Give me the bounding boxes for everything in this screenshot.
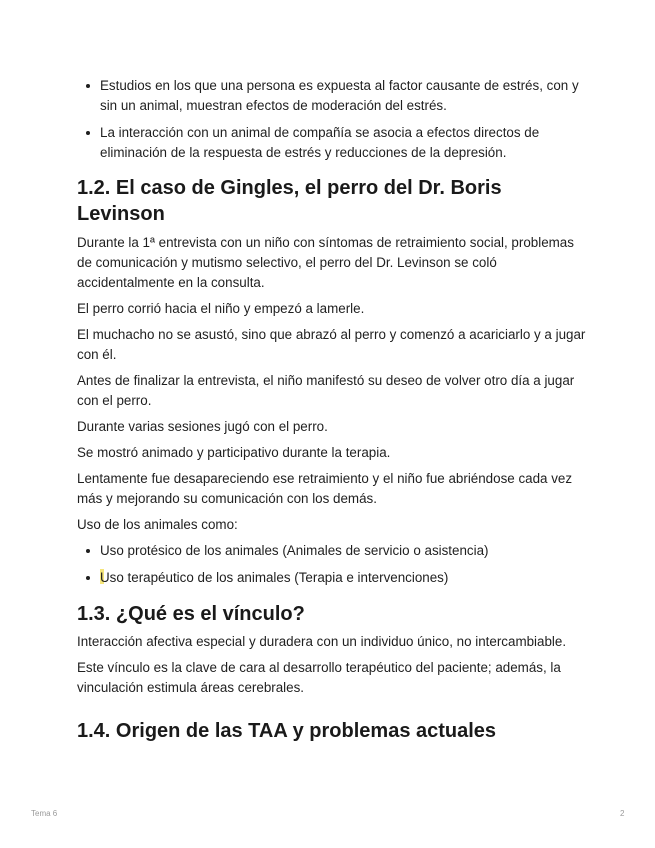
animal-uses-list bbox=[77, 541, 587, 588]
paragraph: Lentamente fue desapareciendo ese retraimiento y el niño fue abriéndose cada vez más y mejorando su comunicación con los demás. bbox=[77, 471, 573, 506]
paragraph: Antes de finalizar la entrevista, el niño manifestó su deseo de volver otro día a jugar con el perro. bbox=[77, 373, 575, 408]
paragraph: Durante la 1ª entrevista con un niño con síntomas de retraimiento social, problemas de comunicación y mutismo selectivo, el perro del Dr. Levinson se coló accidentalmente en la consulta. bbox=[77, 235, 574, 290]
footer-topic-label: Tema 6 bbox=[31, 809, 58, 818]
page-number: 2 bbox=[620, 809, 625, 818]
section-heading-1-2: 1.2. El caso de Gingles, el perro del Dr. Boris Levinson bbox=[77, 177, 502, 225]
stress-findings-list bbox=[77, 76, 587, 163]
paragraph: Durante varias sesiones jugó con el perro. bbox=[77, 419, 328, 434]
document-body bbox=[77, 76, 587, 744]
section-heading-1-4: 1.4. Origen de las TAA y problemas actuales bbox=[77, 720, 497, 742]
paragraph: Uso de los animales como: bbox=[77, 517, 238, 532]
paragraph: El muchacho no se asustó, sino que abrazó al perro y comenzó a acariciarlo y a jugar con él. bbox=[77, 327, 586, 362]
paragraph: Este vínculo es la clave de cara al desarrollo terapéutico del paciente; además, la vinculación estimula áreas cerebrales. bbox=[77, 660, 561, 695]
list-item bbox=[100, 568, 587, 588]
list-item: Uso protésico de los animales (Animales de servicio o asistencia) bbox=[100, 541, 587, 561]
paragraph: El perro corrió hacia el niño y empezó a lamerle. bbox=[77, 301, 365, 316]
paragraph: Interacción afectiva especial y duradera con un individuo único, no intercambiable. bbox=[77, 634, 567, 649]
list-item: La interacción con un animal de compañía se asocia a efectos directos de eliminación de la respuesta de estrés y reducciones de la depresión. bbox=[100, 123, 587, 163]
list-item: Estudios en los que una persona es expuesta al factor causante de estrés, con y sin un animal, muestran efectos de moderación del estrés. bbox=[100, 76, 587, 116]
paragraph: Se mostró animado y participativo durante la terapia. bbox=[77, 445, 391, 460]
section-heading-1-3: 1.3. ¿Qué es el vínculo? bbox=[77, 603, 305, 625]
list-item-text: Uso terapéutico de los animales (Terapia e intervenciones) bbox=[100, 570, 449, 585]
